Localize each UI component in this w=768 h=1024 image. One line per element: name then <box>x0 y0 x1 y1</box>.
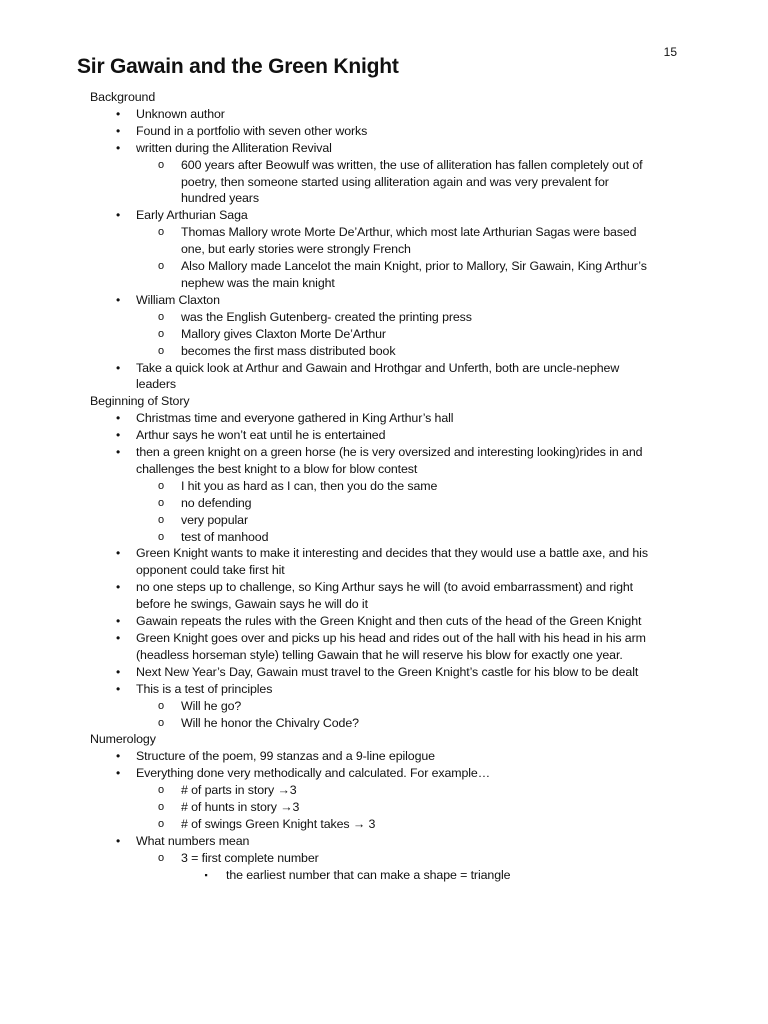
list-item <box>0 529 768 546</box>
line-text: This is a test of principles <box>136 681 273 696</box>
notes-outline <box>0 89 768 884</box>
list-item <box>0 664 768 681</box>
list-item <box>0 292 768 309</box>
list-item <box>0 715 768 732</box>
list-item-continuation <box>0 376 768 393</box>
bullet-marker: • <box>115 411 121 426</box>
bullet-marker: • <box>115 766 121 781</box>
line-text: Beginning of Story <box>90 394 190 409</box>
circle-marker: o <box>157 327 165 340</box>
line-text: 600 years after Beowulf was written, the use of alliteration has fallen completely out of <box>181 157 643 172</box>
section-heading <box>0 393 768 410</box>
list-item-continuation <box>0 174 768 191</box>
line-text: Found in a portfolio with seven other works <box>136 123 368 138</box>
list-item <box>0 478 768 495</box>
list-item <box>0 579 768 596</box>
line-text: William Claxton <box>136 292 220 307</box>
line-text: opponent could take first hit <box>136 563 285 578</box>
bullet-marker: • <box>115 681 121 696</box>
circle-marker: o <box>157 851 165 864</box>
bullet-marker: • <box>115 749 121 764</box>
list-item <box>0 850 768 867</box>
line-text: Unknown author <box>136 106 225 121</box>
line-text: leaders <box>136 377 176 392</box>
bullet-marker: • <box>115 292 121 307</box>
list-item <box>0 343 768 360</box>
list-item <box>0 816 768 833</box>
list-item <box>0 545 768 562</box>
section-heading <box>0 89 768 106</box>
list-item <box>0 224 768 241</box>
list-item <box>0 410 768 427</box>
line-text: # of hunts in story →3 <box>181 800 300 815</box>
line-text: one, but early stories were strongly French <box>181 242 411 257</box>
list-item <box>0 833 768 850</box>
line-text: Gawain repeats the rules with the Green Knight and then cuts of the head of the Green Knight <box>136 614 642 629</box>
bullet-marker: • <box>115 614 121 629</box>
circle-marker: o <box>157 513 165 526</box>
circle-marker: o <box>157 699 165 712</box>
list-item <box>0 258 768 275</box>
line-text: Early Arthurian Saga <box>136 208 248 223</box>
bullet-marker: • <box>115 140 121 155</box>
line-text: nephew was the main knight <box>181 275 335 290</box>
circle-marker: o <box>157 530 165 543</box>
list-item-continuation <box>0 461 768 478</box>
list-item <box>0 748 768 765</box>
line-text: before he swings, Gawain says he will do it <box>136 597 368 612</box>
list-item <box>0 157 768 174</box>
bullet-marker: • <box>115 664 121 679</box>
line-text: very popular <box>181 512 248 527</box>
line-text: 3 = first complete number <box>181 850 319 865</box>
line-text: poetry, then someone started using alliteration again and was very prevalent for <box>181 174 609 189</box>
list-item-continuation <box>0 241 768 258</box>
line-text: test of manhood <box>181 529 269 544</box>
list-item <box>0 326 768 343</box>
circle-marker: o <box>157 716 165 729</box>
bullet-marker: • <box>115 428 121 443</box>
circle-marker: o <box>157 310 165 323</box>
list-item <box>0 867 768 884</box>
circle-marker: o <box>157 479 165 492</box>
line-text: Christmas time and everyone gathered in King Arthur’s hall <box>136 411 454 426</box>
bullet-marker: • <box>115 445 121 460</box>
bullet-marker: • <box>115 546 121 561</box>
bullet-marker: • <box>115 833 121 848</box>
circle-marker: o <box>157 226 165 239</box>
page-number: 15 <box>663 45 677 59</box>
circle-marker: o <box>157 801 165 814</box>
line-text: Mallory gives Claxton Morte De’Arthur <box>181 326 386 341</box>
line-text: challenges the best knight to a blow for blow contest <box>136 461 418 476</box>
list-item <box>0 681 768 698</box>
list-item-continuation <box>0 275 768 292</box>
line-text: Also Mallory made Lancelot the main Knight, prior to Mallory, Sir Gawain, King Arthur’s <box>181 259 647 274</box>
line-text: Numerology <box>90 732 156 747</box>
line-text: then a green knight on a green horse (he is very oversized and interesting looking)rides in and <box>136 445 643 460</box>
section-heading <box>0 731 768 748</box>
line-text: was the English Gutenberg- created the printing press <box>181 309 472 324</box>
line-text: I hit you as hard as I can, then you do the same <box>181 478 438 493</box>
line-text: # of swings Green Knight takes → 3 <box>181 816 376 831</box>
line-text: Everything done very methodically and calculated. For example… <box>136 766 491 781</box>
line-text: hundred years <box>181 191 259 206</box>
line-text: Arthur says he won’t eat until he is entertained <box>136 428 386 443</box>
circle-marker: o <box>157 260 165 273</box>
list-item <box>0 140 768 157</box>
list-item <box>0 427 768 444</box>
line-text: becomes the first mass distributed book <box>181 343 396 358</box>
list-item <box>0 444 768 461</box>
list-item <box>0 782 768 799</box>
bullet-marker: • <box>115 580 121 595</box>
list-item-continuation <box>0 562 768 579</box>
list-item <box>0 360 768 377</box>
list-item <box>0 495 768 512</box>
list-item <box>0 207 768 224</box>
line-text: Background <box>90 90 156 104</box>
line-text: Green Knight goes over and picks up his head and rides out of the hall with his head in his arm <box>136 631 646 645</box>
line-text: # of parts in story →3 <box>181 783 297 798</box>
line-text: Thomas Mallory wrote Morte De’Arthur, which most late Arthurian Sagas were based <box>181 225 637 240</box>
list-item <box>0 799 768 816</box>
page-title: Sir Gawain and the Green Knight <box>77 55 399 78</box>
list-item <box>0 309 768 326</box>
line-text: (headless horseman style) telling Gawain that he will reserve his blow for exactly one year. <box>136 647 623 662</box>
list-item-continuation <box>0 647 768 664</box>
list-item-continuation <box>0 190 768 207</box>
line-text: Take a quick look at Arthur and Gawain and Hrothgar and Unferth, both are uncle-nephew <box>136 360 620 375</box>
list-item <box>0 765 768 782</box>
circle-marker: o <box>157 784 165 797</box>
list-item <box>0 698 768 715</box>
bullet-marker: • <box>115 123 121 138</box>
line-text: Will he go? <box>181 698 242 713</box>
bullet-marker: • <box>115 631 121 645</box>
line-text: Next New Year’s Day, Gawain must travel to the Green Knight’s castle for his blow to be dealt <box>136 664 639 679</box>
bullet-marker: • <box>115 360 121 375</box>
line-text: Will he honor the Chivalry Code? <box>181 715 359 730</box>
line-text: no one steps up to challenge, so King Arthur says he will (to avoid embarrassment) and right <box>136 580 634 595</box>
line-text: no defending <box>181 495 252 510</box>
list-item <box>0 106 768 123</box>
list-item <box>0 123 768 140</box>
bullet-marker: • <box>115 106 121 121</box>
line-text: written during the Alliteration Revival <box>136 140 332 155</box>
list-item <box>0 630 768 647</box>
bullet-marker: • <box>115 208 121 223</box>
line-text: Green Knight wants to make it interesting and decides that they would use a battle axe, and his <box>136 546 648 561</box>
line-text: the earliest number that can make a shape = triangle <box>226 867 511 882</box>
list-item <box>0 512 768 529</box>
list-item-continuation <box>0 596 768 613</box>
circle-marker: o <box>157 158 165 171</box>
square-marker: ▪ <box>204 869 208 880</box>
circle-marker: o <box>157 496 165 509</box>
line-text: Structure of the poem, 99 stanzas and a 9-line epilogue <box>136 749 435 764</box>
circle-marker: o <box>157 344 165 357</box>
circle-marker: o <box>157 817 165 830</box>
list-item <box>0 613 768 630</box>
line-text: What numbers mean <box>136 833 250 848</box>
